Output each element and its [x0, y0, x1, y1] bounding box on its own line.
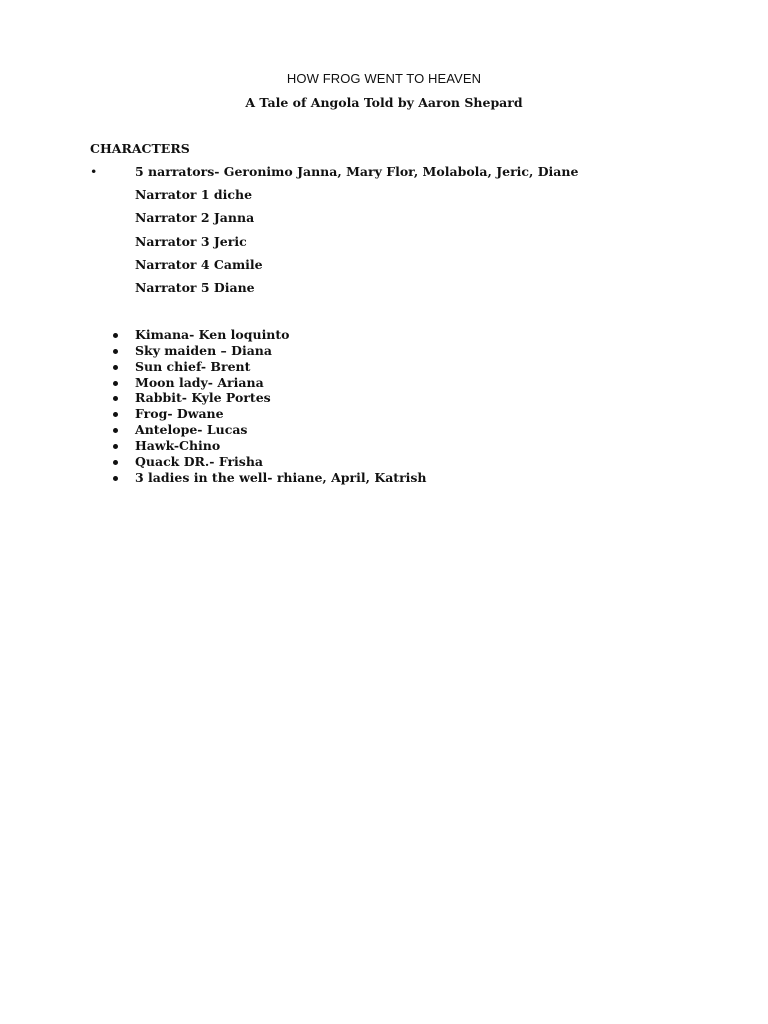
- cast-item: [110, 359, 427, 375]
- bullet-icon: [113, 333, 118, 338]
- cast-item-text: Moon lady- Ariana: [135, 374, 264, 390]
- narrator-list: [135, 187, 263, 303]
- cast-item: [110, 406, 427, 422]
- bullet-icon: [113, 349, 118, 354]
- cast-item: [110, 454, 427, 470]
- cast-item: [110, 390, 427, 406]
- bullet-icon: [113, 460, 118, 465]
- cast-item: [110, 422, 427, 438]
- document-title: HOW FROG WENT TO HEAVEN: [286, 71, 482, 86]
- cast-item-text: Sun chief- Brent: [135, 358, 251, 374]
- section-heading: CHARACTERS: [90, 141, 190, 156]
- document-subtitle: A Tale of Angola Told by Aaron Shepard: [245, 95, 523, 110]
- bullet-icon: [113, 365, 118, 370]
- bullet-icon: [113, 428, 118, 433]
- cast-item-text: 3 ladies in the well- rhiane, April, Katrish: [135, 469, 427, 485]
- cast-item: [110, 438, 427, 454]
- bullet-icon: [113, 476, 118, 481]
- cast-item-text: Antelope- Lucas: [135, 422, 248, 438]
- bullet-icon: [113, 444, 118, 449]
- cast-item-text: Quack DR.- Frisha: [135, 453, 264, 469]
- narrator-item: Narrator 3 Jeric: [135, 233, 247, 249]
- cast-item-text: Kimana- Ken loquinto: [135, 327, 290, 342]
- cast-item-text: Rabbit- Kyle Portes: [135, 390, 271, 406]
- cast-list: [110, 327, 427, 485]
- narrator-item: Narrator 4 Camile: [135, 256, 263, 272]
- bullet-icon: [113, 396, 118, 401]
- cast-item-text: Frog- Dwane: [135, 406, 224, 422]
- narrator-item: Narrator 2 Janna: [135, 210, 255, 226]
- narrators-summary-text: 5 narrators- Geronimo Janna, Mary Flor, Molabola, Jeric, Diane: [135, 164, 579, 179]
- cast-item: [110, 375, 427, 391]
- bullet-icon: [113, 381, 118, 386]
- narrator-item: Narrator 1 diche: [135, 187, 253, 202]
- cast-item-text: Sky maiden – Diana: [135, 342, 272, 358]
- bullet-icon: [113, 412, 118, 417]
- cast-item: [110, 470, 427, 486]
- bullet-icon: •: [90, 164, 98, 179]
- narrator-item: Narrator 5 Diane: [135, 280, 255, 296]
- cast-item: [110, 343, 427, 359]
- cast-item: [110, 327, 427, 343]
- cast-item-text: Hawk-Chino: [135, 437, 221, 453]
